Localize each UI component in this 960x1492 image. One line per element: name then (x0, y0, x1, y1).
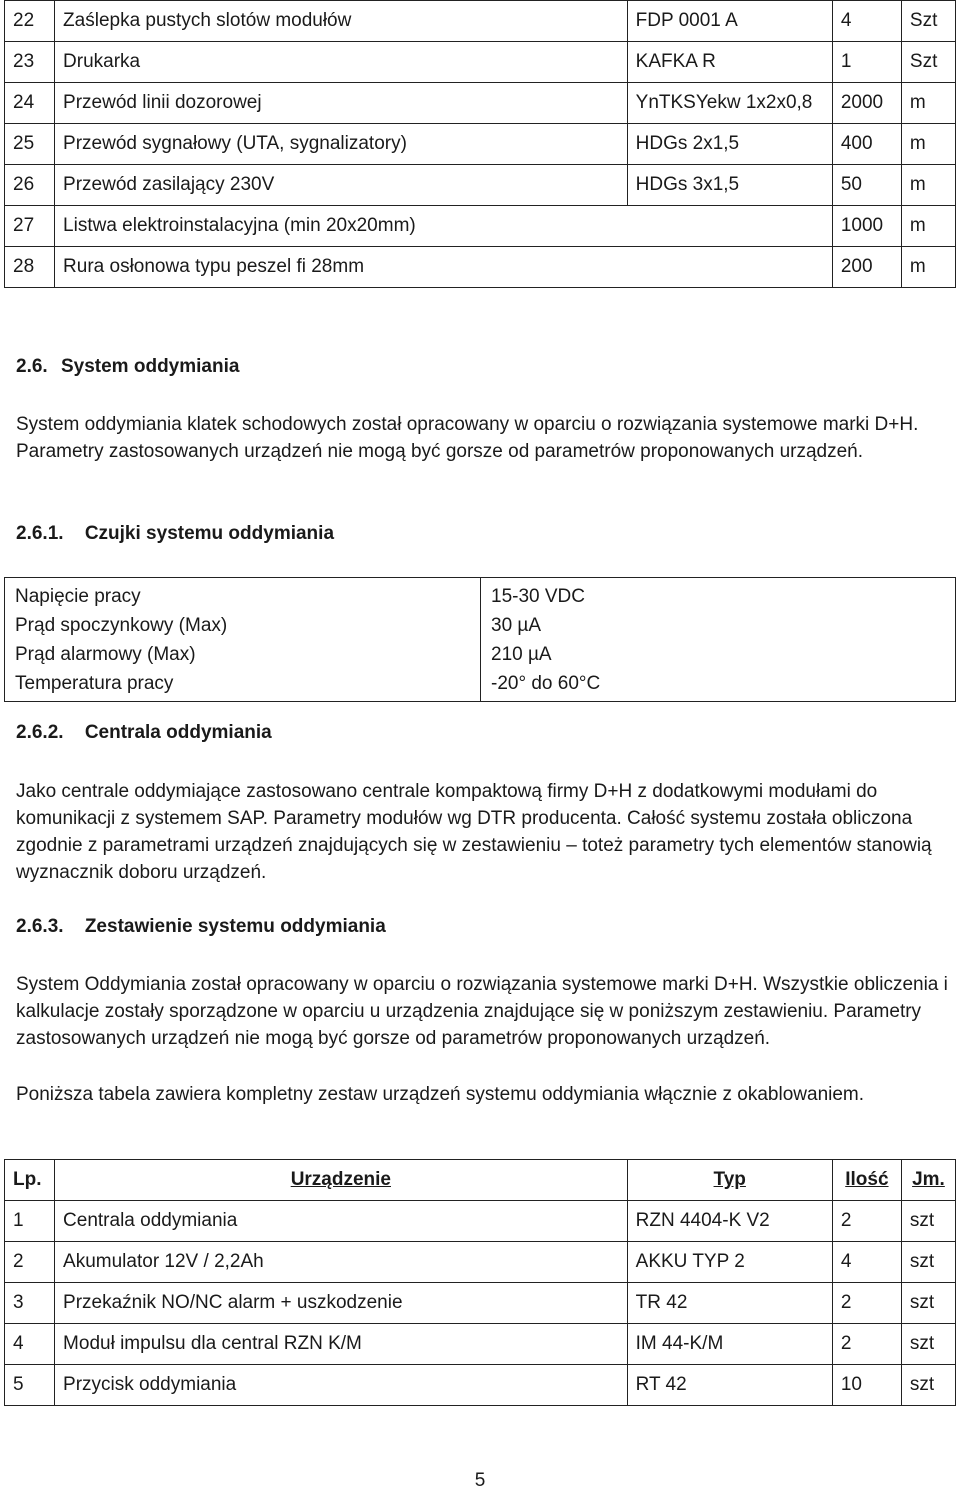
cell-lp: 4 (5, 1324, 55, 1365)
cell-device: Drukarka (55, 42, 628, 83)
spec-values-cell (481, 578, 956, 702)
table-row (5, 1324, 956, 1365)
header-device: Urządzenie (55, 1160, 628, 1201)
cell-lp: 5 (5, 1365, 55, 1406)
cell-unit: m (901, 247, 955, 288)
cell-qty: 10 (832, 1365, 901, 1406)
section-number: 2.6.2. (16, 722, 64, 743)
cell-qty: 200 (832, 247, 901, 288)
cell-unit: szt (901, 1201, 955, 1242)
cell-lp: 3 (5, 1283, 55, 1324)
cell-lp: 23 (5, 42, 55, 83)
cell-type: RZN 4404-K V2 (627, 1201, 832, 1242)
spec-value: 210 µA (491, 644, 552, 665)
cell-device: Listwa elektroinstalacyjna (min 20x20mm) (55, 206, 833, 247)
cell-device: Przekaźnik NO/NC alarm + uszkodzenie (55, 1283, 628, 1324)
table-row (5, 165, 956, 206)
cell-device: Przycisk oddymiania (55, 1365, 628, 1406)
cell-device: Rura osłonowa typu peszel fi 28mm (55, 247, 833, 288)
header-lp: Lp. (5, 1160, 55, 1201)
table-row (5, 1283, 956, 1324)
cell-unit: m (901, 206, 955, 247)
section-title: Czujki systemu oddymiania (84, 523, 335, 544)
cell-qty: 4 (832, 1, 901, 42)
section-2-6-3-paragraph-2: Poniższa tabela zawiera kompletny zestaw urządzeń systemu oddymiania włącznie z okablowaniem. (16, 1084, 865, 1105)
cell-type: FDP 0001 A (627, 1, 832, 42)
table-row (5, 124, 956, 165)
cell-unit: m (901, 124, 955, 165)
cell-qty: 2 (832, 1283, 901, 1324)
cell-type: HDGs 3x1,5 (627, 165, 832, 206)
cell-qty: 1000 (832, 206, 901, 247)
cell-device: Akumulator 12V / 2,2Ah (55, 1242, 628, 1283)
cell-qty: 4 (832, 1242, 901, 1283)
cell-unit: m (901, 83, 955, 124)
table-row (5, 247, 956, 288)
cell-type: IM 44-K/M (627, 1324, 832, 1365)
section-heading-2-6-3 (16, 916, 386, 938)
section-number: 2.6. (16, 356, 48, 377)
cell-unit: Szt (901, 42, 955, 83)
table-row (5, 42, 956, 83)
section-title: Zestawienie systemu oddymiania (84, 916, 386, 937)
detector-spec-table (4, 577, 956, 702)
spec-value: -20° do 60°C (491, 673, 601, 694)
cell-device: Przewód zasilający 230V (55, 165, 628, 206)
section-title: System oddymiania (60, 356, 240, 377)
cell-device: Przewód sygnałowy (UTA, sygnalizatory) (55, 124, 628, 165)
cell-device: Moduł impulsu dla central RZN K/M (55, 1324, 628, 1365)
cell-unit: m (901, 165, 955, 206)
cell-qty: 2 (832, 1201, 901, 1242)
cell-qty: 1 (832, 42, 901, 83)
smoke-system-equipment-table (4, 1159, 956, 1406)
spec-label: Prąd spoczynkowy (Max) (15, 615, 228, 636)
section-2-6-2-paragraph: Jako centrale oddymiające zastosowano centrale kompaktową firmy D+H z dodatkowymi modułami do komunikacji z systemem SAP. Parametry modułów wg DTR producenta. Całość systemu została obliczona zgodnie z parametrami urządzeń znajdujących się w zestawieniu – toteż parametry tych elementów stanowią wyznacznik doboru urządzeń. (16, 781, 932, 883)
cell-qty: 50 (832, 165, 901, 206)
equipment-table-continuation (4, 0, 956, 288)
cell-lp: 24 (5, 83, 55, 124)
cell-device: Centrala oddymiania (55, 1201, 628, 1242)
section-heading-2-6-2 (16, 722, 272, 744)
spec-labels-cell (5, 578, 481, 702)
spec-label: Temperatura pracy (15, 673, 174, 694)
cell-lp: 26 (5, 165, 55, 206)
table-row (5, 1242, 956, 1283)
cell-unit: szt (901, 1242, 955, 1283)
cell-lp: 22 (5, 1, 55, 42)
header-unit: Jm. (901, 1160, 955, 1201)
table-header-row (5, 1160, 956, 1201)
cell-qty: 400 (832, 124, 901, 165)
table-row (5, 83, 956, 124)
spec-label: Prąd alarmowy (Max) (15, 644, 196, 665)
cell-type: AKKU TYP 2 (627, 1242, 832, 1283)
cell-lp: 27 (5, 206, 55, 247)
cell-unit: szt (901, 1365, 955, 1406)
section-title: Centrala oddymiania (84, 722, 272, 743)
section-heading-2-6-1 (16, 523, 334, 545)
table-row (5, 1365, 956, 1406)
cell-type: KAFKA R (627, 42, 832, 83)
page-number: 5 (474, 1470, 486, 1491)
table-row (5, 1, 956, 42)
cell-lp: 1 (5, 1201, 55, 1242)
cell-type: YnTKSYekw 1x2x0,8 (627, 83, 832, 124)
header-type: Typ (627, 1160, 832, 1201)
cell-device: Zaślepka pustych slotów modułów (55, 1, 628, 42)
cell-lp: 25 (5, 124, 55, 165)
section-2-6-3-paragraph: System Oddymiania został opracowany w oparciu o rozwiązania systemowe marki D+H. Wszystkie obliczenia i kalkulacje zostały sporządzone w oparciu u urządzenia znajdujące się w poniższym zestawieniu. Parametry zastosowanych urządzeń nie mogą być gorsze od parametrów proponowanych urządzeń. (16, 974, 948, 1049)
section-number: 2.6.1. (16, 523, 64, 544)
spec-label: Napięcie pracy (15, 586, 141, 607)
table-row (5, 206, 956, 247)
spec-value: 30 µA (491, 615, 542, 636)
cell-lp: 2 (5, 1242, 55, 1283)
header-qty: Ilość (832, 1160, 901, 1201)
cell-qty: 2 (832, 1324, 901, 1365)
cell-type: TR 42 (627, 1283, 832, 1324)
cell-unit: Szt (901, 1, 955, 42)
section-heading-2-6 (16, 356, 239, 378)
cell-unit: szt (901, 1324, 955, 1365)
section-number: 2.6.3. (16, 916, 64, 937)
cell-type: RT 42 (627, 1365, 832, 1406)
table-row (5, 1201, 956, 1242)
cell-lp: 28 (5, 247, 55, 288)
cell-device: Przewód linii dozorowej (55, 83, 628, 124)
spec-value: 15-30 VDC (491, 586, 585, 607)
section-2-6-paragraph: System oddymiania klatek schodowych został opracowany w oparciu o rozwiązania systemowe marki D+H. Parametry zastosowanych urządzeń nie mogą być gorsze od parametrów proponowanych urządzeń. (16, 414, 919, 462)
cell-qty: 2000 (832, 83, 901, 124)
cell-type: HDGs 2x1,5 (627, 124, 832, 165)
cell-unit: szt (901, 1283, 955, 1324)
